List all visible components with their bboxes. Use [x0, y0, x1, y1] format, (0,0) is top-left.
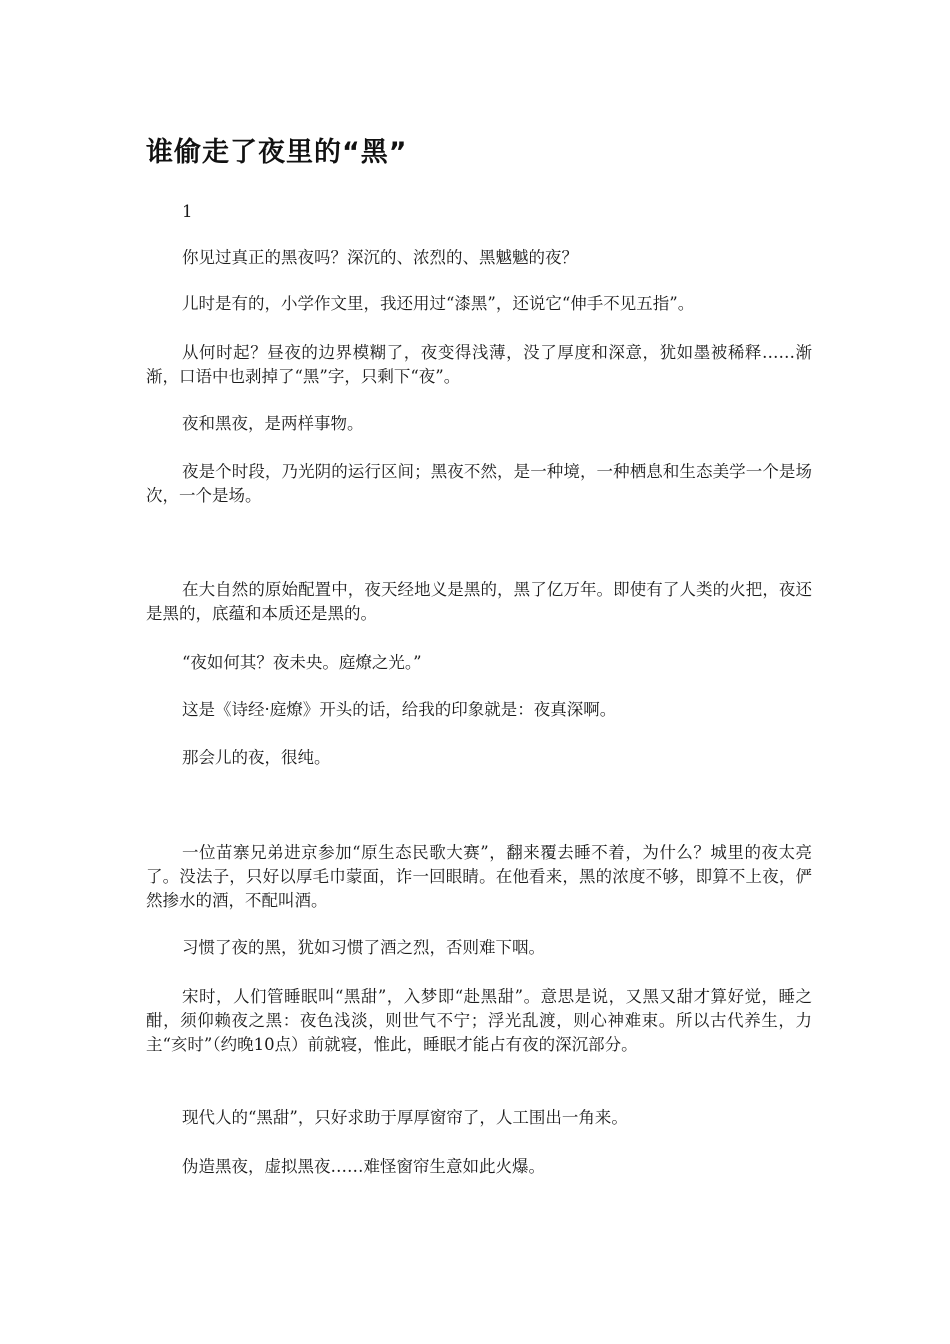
paragraph-1: 你见过真正的黑夜吗？深沉的、浓烈的、黑魆魆的夜？ — [182, 248, 578, 267]
paragraph-4: 夜和黑夜，是两样事物。 — [182, 414, 364, 433]
paragraph-12: 宋时，人们管睡眠叫“黑甜”，入梦即“赴黑甜”。意思是说，又黑又甜才算好觉，睡之酣，须仰赖夜之黑：夜色浅淡，则世气不宁；浮光乱渡，则心神难束。所以古代养生，力主“亥时”（约晚10点）前就寝，惟此，睡眠才能占有夜的深沉部分。 — [146, 987, 812, 1054]
paragraph-6: 在大自然的原始配置中，夜天经地义是黑的，黑了亿万年。即使有了人类的火把，夜还是黑的，底蕴和本质还是黑的。 — [146, 580, 812, 623]
paragraph-8: 这是《诗经·庭燎》开头的话，给我的印象就是：夜真深啊。 — [182, 700, 617, 719]
paragraph-14: 伪造黑夜，虚拟黑夜……难怪窗帘生意如此火爆。 — [182, 1157, 545, 1176]
section-number: 1 — [182, 202, 193, 221]
paragraph-11: 习惯了夜的黑，犹如习惯了酒之烈，否则难下咽。 — [182, 938, 545, 957]
paragraph-9: 那会儿的夜，很纯。 — [182, 748, 331, 767]
article-title: 谁偷走了夜里的“黑” — [146, 137, 408, 168]
paragraph-2: 儿时是有的，小学作文里，我还用过“漆黑”，还说它“伸手不见五指”。 — [182, 294, 695, 313]
paragraph-3: 从何时起？昼夜的边界模糊了，夜变得浅薄，没了厚度和深意，犹如墨被稀释……渐渐，口语中也剥掉了“黑”字，只剩下“夜”。 — [146, 343, 812, 386]
paragraph-5: 夜是个时段，乃光阴的运行区间；黑夜不然，是一种境，一种栖息和生态美学一个是场次，一个是场。 — [146, 462, 812, 505]
paragraph-10: 一位苗寨兄弟进京参加“原生态民歌大赛”，翻来覆去睡不着，为什么？城里的夜太亮了。没法子，只好以厚毛巾蒙面，诈一回眼睛。在他看来，黑的浓度不够，即算不上夜，俨然掺水的酒，不配叫酒。 — [146, 843, 812, 910]
paragraph-7: “夜如何其？夜未央。庭燎之光。” — [182, 653, 422, 672]
paragraph-13: 现代人的“黑甜”，只好求助于厚厚窗帘了，人工围出一角来。 — [182, 1108, 628, 1127]
